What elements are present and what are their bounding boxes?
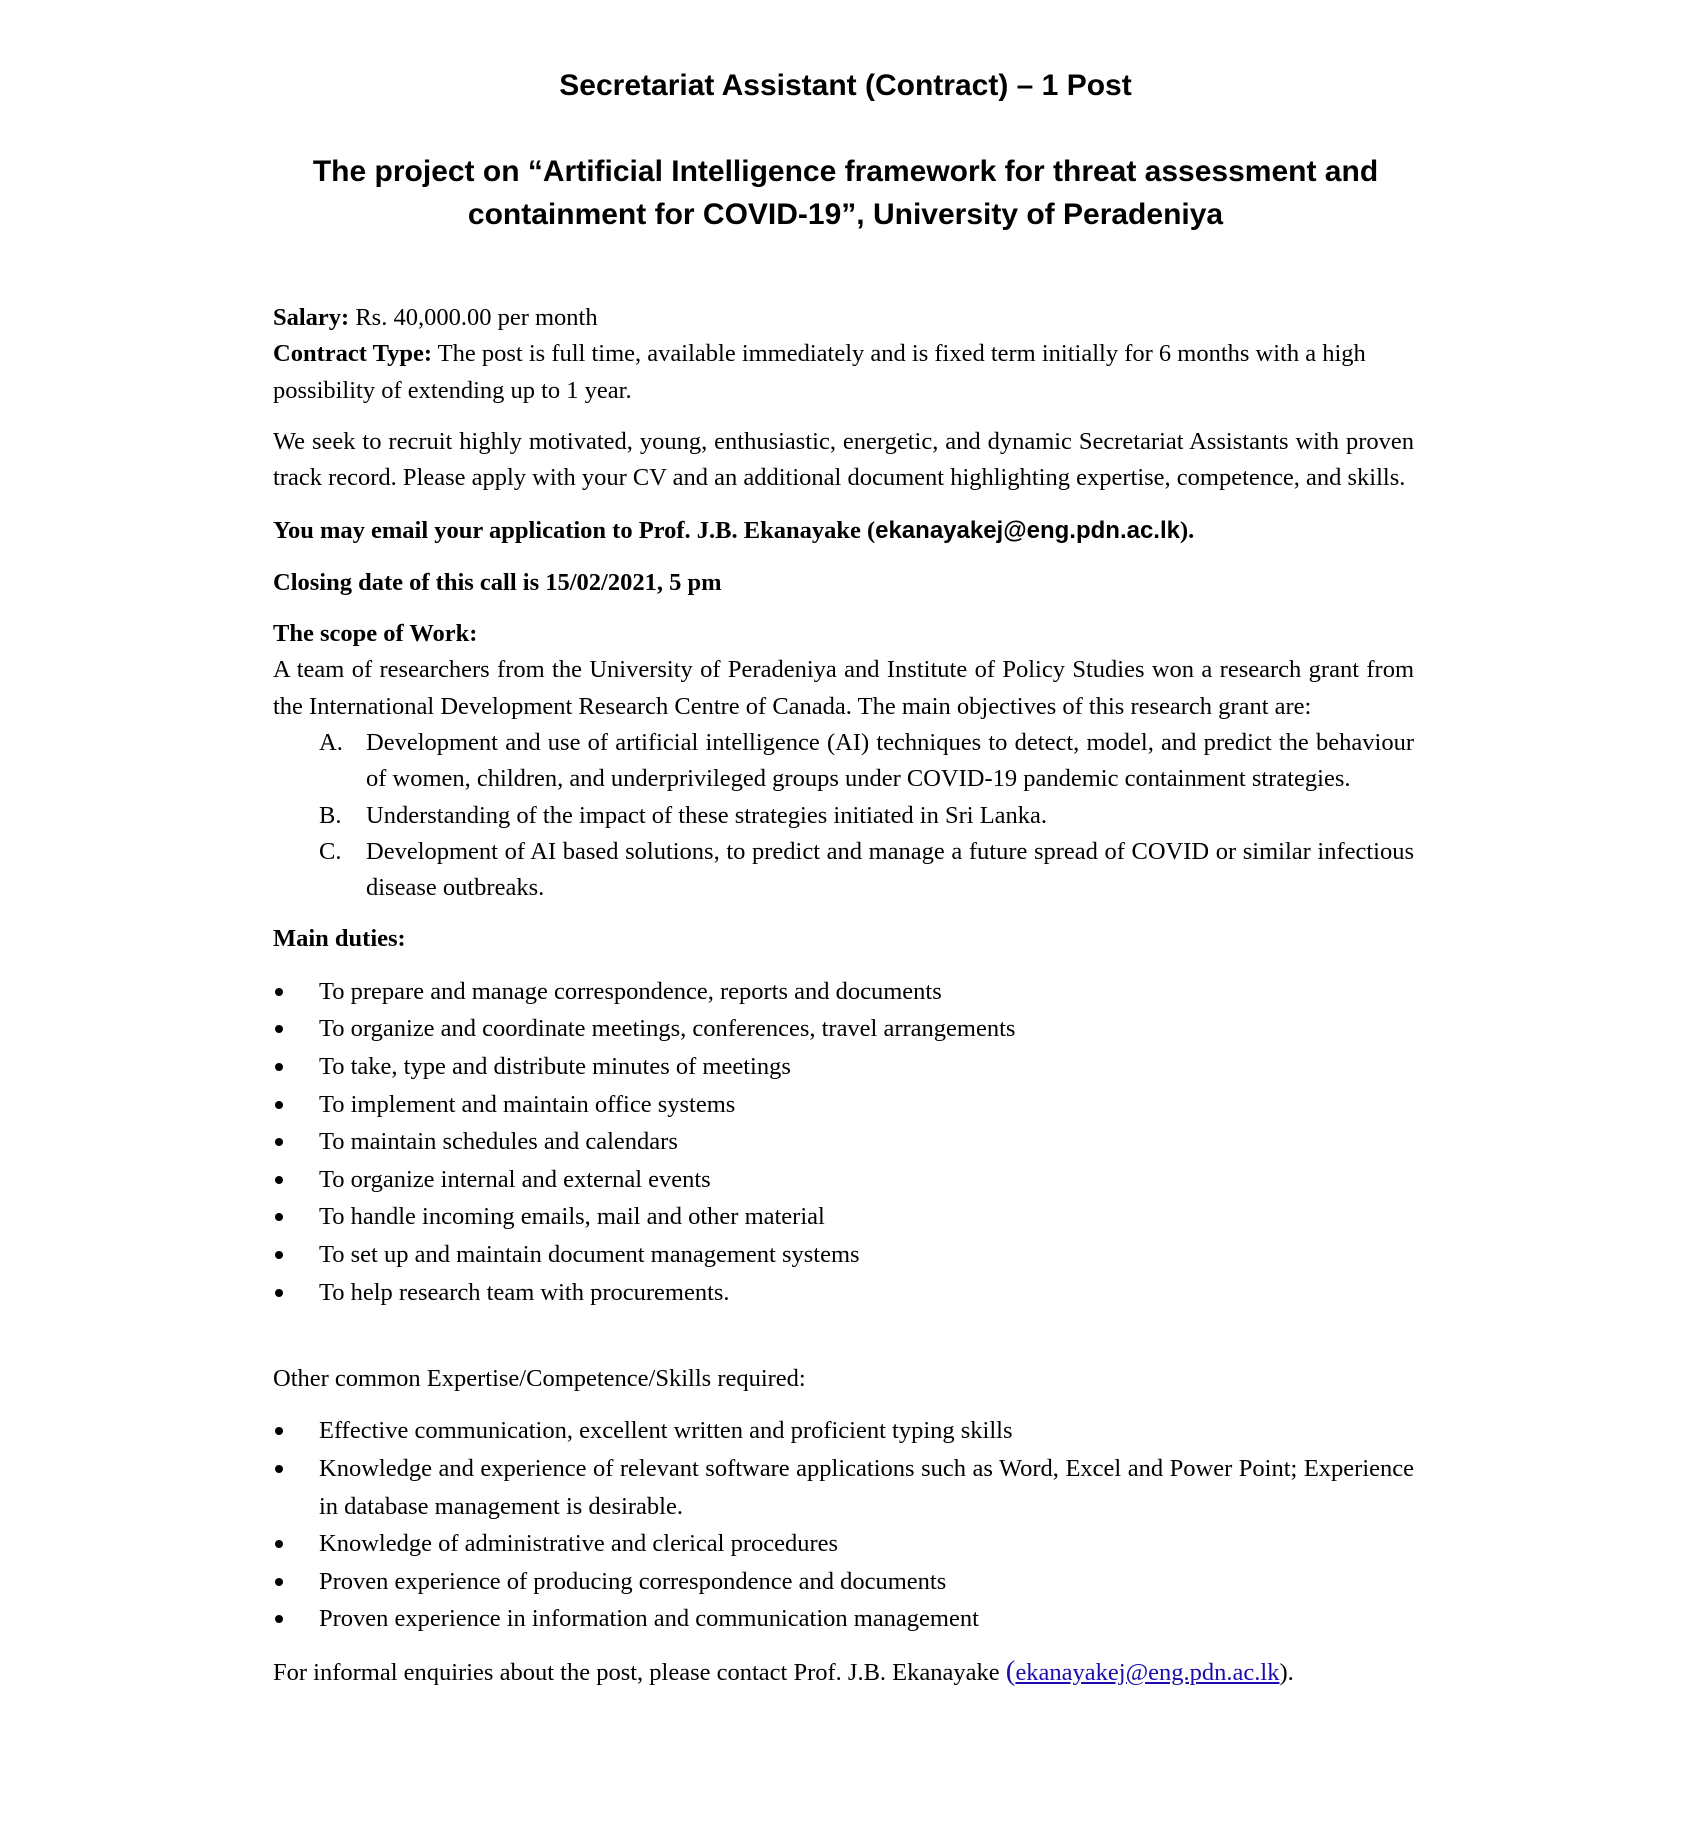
list-item bbox=[273, 1450, 1414, 1525]
enquiries-paren-close: ). bbox=[1279, 1658, 1294, 1686]
closing-date: Closing date of this call is 15/02/2021, 5 pm bbox=[273, 568, 722, 596]
list-item-text: To take, type and distribute minutes of meetings bbox=[319, 1052, 791, 1080]
list-marker: C. bbox=[319, 837, 342, 865]
project-title bbox=[0, 150, 1691, 236]
enquiries-paren-open: ( bbox=[1005, 1654, 1016, 1687]
document-body bbox=[273, 300, 1414, 1691]
intro-paragraph: We seek to recruit highly motivated, young, enthusiastic, energetic, and dynamic Secretariat Assistants with proven track record. Please apply with your CV and an additional document highlighting expertise, competence, and skills. bbox=[273, 427, 1414, 492]
list-item bbox=[273, 1563, 1414, 1601]
page-title: Secretariat Assistant (Contract) – 1 Post bbox=[559, 69, 1132, 102]
duties-heading: Main duties: bbox=[273, 925, 406, 953]
bullet-icon bbox=[275, 1465, 283, 1473]
list-item bbox=[273, 1161, 1414, 1199]
duties-list bbox=[273, 973, 1414, 1311]
application-line bbox=[273, 513, 1414, 549]
scope-paragraph: A team of researchers from the University of Peradeniya and Institute of Policy Studies won a research grant from the International Development Research Centre of Canada. The main objectives of this research grant are: bbox=[273, 656, 1414, 720]
scope-heading: The scope of Work: bbox=[273, 620, 478, 648]
list-item-text: Development and use of artificial intelligence (AI) techniques to detect, model, and predict the behaviour of women, children, and underprivileged groups under COVID-19 pandemic containment strategies. bbox=[366, 728, 1414, 793]
bullet-icon bbox=[275, 1615, 283, 1623]
bullet-icon bbox=[275, 1063, 283, 1071]
contract-type-label: Contract Type: bbox=[273, 340, 432, 368]
list-item bbox=[273, 834, 1414, 907]
bullet-icon bbox=[275, 1578, 283, 1586]
skills-heading: Other common Expertise/Competence/Skills required: bbox=[273, 1365, 806, 1393]
objectives-list bbox=[273, 725, 1414, 906]
list-item bbox=[273, 1123, 1414, 1161]
application-text: You may email your application to Prof. J.B. Ekanayake ( bbox=[273, 517, 876, 545]
list-item-text: Development of AI based solutions, to predict and manage a future spread of COVID or similar infectious disease outbreaks. bbox=[366, 837, 1414, 902]
salary-value: Rs. 40,000.00 per month bbox=[349, 304, 598, 331]
list-marker: A. bbox=[319, 728, 343, 756]
application-email: ekanayakej@eng.pdn.ac.lk bbox=[875, 517, 1180, 545]
list-item bbox=[273, 1048, 1414, 1086]
list-item bbox=[273, 1412, 1414, 1450]
contract-type-paragraph bbox=[273, 336, 1414, 409]
list-item bbox=[273, 1274, 1414, 1312]
bullet-icon bbox=[275, 1138, 283, 1146]
list-item-text: To help research team with procurements. bbox=[319, 1278, 730, 1306]
list-item-text: To organize internal and external events bbox=[319, 1165, 711, 1193]
salary-line bbox=[273, 300, 1414, 336]
project-title-line-2: containment for COVID-19”, University of Peradeniya bbox=[467, 198, 1224, 231]
salary-label: Salary: bbox=[273, 304, 350, 331]
list-item-text: To prepare and manage correspondence, reports and documents bbox=[319, 977, 942, 1005]
list-marker: B. bbox=[319, 801, 342, 829]
list-item bbox=[273, 1525, 1414, 1563]
list-item-text: To implement and maintain office systems bbox=[319, 1090, 736, 1118]
application-suffix: ). bbox=[1179, 517, 1195, 545]
enquiries-text: For informal enquiries about the post, please contact Prof. J.B. Ekanayake bbox=[273, 1658, 1006, 1686]
enquiries-email-link[interactable]: ekanayakej@eng.pdn.ac.lk bbox=[1015, 1658, 1280, 1686]
bullet-icon bbox=[275, 1289, 283, 1297]
skills-list bbox=[273, 1412, 1414, 1638]
list-item-text: To maintain schedules and calendars bbox=[319, 1128, 678, 1156]
project-title-line-1: The project on “Artificial Intelligence framework for threat assessment and bbox=[312, 155, 1379, 188]
list-item-text: To set up and maintain document management systems bbox=[319, 1240, 860, 1268]
list-item bbox=[273, 1198, 1414, 1236]
bullet-icon bbox=[275, 1025, 283, 1033]
bullet-icon bbox=[275, 1176, 283, 1184]
bullet-icon bbox=[275, 1427, 283, 1435]
list-item-text: Knowledge of administrative and clerical procedures bbox=[319, 1530, 839, 1558]
list-item-text: To handle incoming emails, mail and other material bbox=[319, 1203, 825, 1231]
list-item bbox=[273, 973, 1414, 1011]
contract-type-value: The post is full time, available immediately and is fixed term initially for 6 months with a high possibility of extending up to 1 year. bbox=[273, 340, 1366, 404]
list-item bbox=[273, 1236, 1414, 1274]
bullet-icon bbox=[275, 1540, 283, 1548]
list-item-text: Proven experience of producing correspondence and documents bbox=[319, 1567, 947, 1595]
list-item bbox=[273, 1010, 1414, 1048]
bullet-icon bbox=[275, 988, 283, 996]
list-item-text: To organize and coordinate meetings, conferences, travel arrangements bbox=[319, 1015, 1016, 1043]
bullet-icon bbox=[275, 1251, 283, 1259]
list-item-text: Knowledge and experience of relevant software applications such as Word, Excel and Power Point; Experience in database management is desirable. bbox=[319, 1454, 1414, 1520]
list-item-text: Effective communication, excellent written and proficient typing skills bbox=[319, 1417, 1013, 1445]
list-item-text: Understanding of the impact of these strategies initiated in Sri Lanka. bbox=[366, 801, 1048, 829]
list-item-text: Proven experience in information and communication management bbox=[319, 1605, 979, 1633]
list-item bbox=[273, 1086, 1414, 1124]
list-item bbox=[273, 725, 1414, 798]
list-item bbox=[273, 1600, 1414, 1638]
enquiries-line bbox=[273, 1653, 1414, 1691]
list-item bbox=[273, 798, 1414, 834]
bullet-icon bbox=[275, 1101, 283, 1109]
bullet-icon bbox=[275, 1213, 283, 1221]
